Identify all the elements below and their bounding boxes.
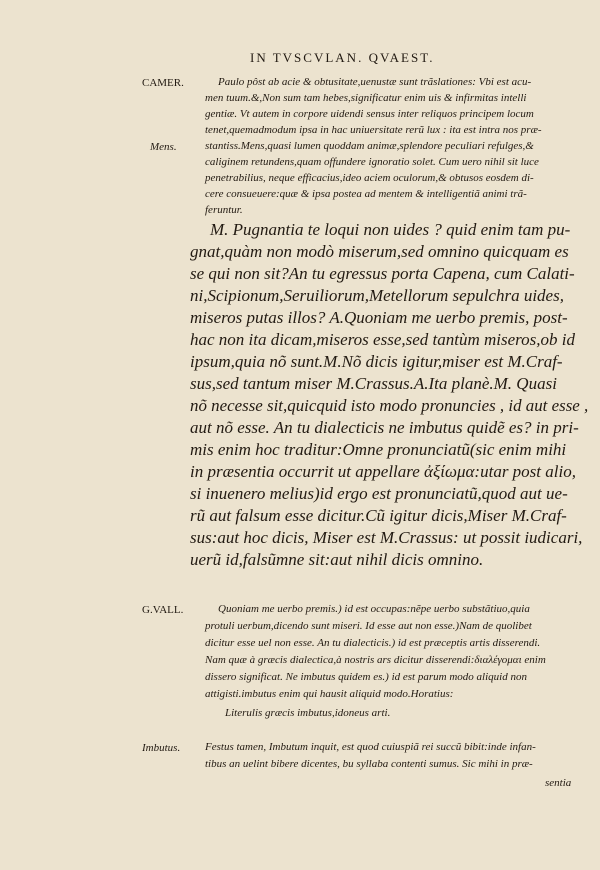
commentary-line: tenet,quemadmodum ipsa in hac uniuersitate rerũ lux : ita est intra nos præ-: [205, 124, 542, 136]
commentary-line: protuli uerbum,dicendo sunt miseri. Id esse aut non esse.)Nam de quolibet: [205, 620, 532, 632]
verse-quotation: Literulis græcis imbutus,idoneus arti.: [225, 707, 391, 719]
main-text-line: se qui non sit?An tu egressus porta Capena, cum Calati-: [190, 264, 575, 283]
commentary-line: penetrabilius, neque efficacius,ideo aciem oculorum,& obtusos eosdem di-: [205, 172, 534, 184]
margin-label-mens: Mens.: [150, 141, 177, 153]
commentary-line: stantiss.Mens,quasi lumen quoddam animæ,splendore peculiari refulges,&: [205, 140, 534, 152]
commentary-line: cere consueuere:quæ & ipsa postea ad mentem & intelligentiã animi trã-: [205, 188, 527, 200]
commentary-line: Quoniam me uerbo premis.) id est occupas:nẽpe uerbo substãtiuo,quia: [218, 603, 530, 615]
commentary-line: Festus tamen, Imbutum inquit, est quod cuiuspiã rei succũ bibit:inde infan-: [205, 741, 536, 753]
main-text-line: uerũ id,falsũmne sit:aut nihil dicis omnino.: [190, 550, 484, 569]
margin-label-camer: CAMER.: [142, 77, 184, 89]
main-text-line: sus:aut hoc dicis, Miser est M.Crassus: ut possit iudicari,: [190, 528, 583, 547]
main-text-line: miseros putas illos? A.Quoniam me uerbo premis, post-: [190, 308, 568, 327]
main-text-line: ipsum,quia nõ sunt.M.Nõ dicis igitur,miser est M.Craf-: [190, 352, 563, 371]
margin-label-imbutus: Imbutus.: [142, 742, 181, 754]
main-text-line: nõ necesse sit,quicquid isto modo pronuncies , id aut esse ,: [190, 396, 589, 415]
running-header: IN TVSCVLAN. QVAEST.: [250, 50, 435, 65]
commentary-line: dicitur esse uel non esse. An tu dialecticis.) id est præceptis artis disserendi.: [205, 637, 541, 649]
main-text-line: sus,sed tantum miser M.Crassus.A.Ita planè.M. Quasi: [190, 374, 557, 393]
commentary-line: men tuum.&,Non sum tam hebes,significatur enim uis & infirmitas intelli: [205, 92, 527, 104]
commentary-line: Paulo pôst ab acie & obtusitate,uenustæ sunt trãslationes: Vbi est acu-: [218, 76, 532, 88]
commentary-line: caliginem retundens,quam offundere ignoratio solet. Cum uero nihil sit luce: [205, 156, 539, 168]
main-text-line: ni,Scipionum,Seruiliorum,Metellorum sepulchra uides,: [190, 286, 564, 305]
commentary-line: gentiæ. Vt autem in corpore uidendi sensus inter reliquos principem locum: [205, 108, 534, 120]
commentary-line: Nam quæ à græcis dialectica,à nostris ars dicitur disserendi:διαλέγομαι enim: [205, 654, 546, 666]
commentary-line: feruntur.: [205, 204, 243, 216]
main-text-line: aut nõ esse. An tu dialecticis ne imbutus quidẽ es? in pri-: [190, 418, 579, 437]
main-text-line: si inuenero melius)id ergo est pronunciatũ,quod aut ue-: [190, 484, 568, 503]
main-text-line: M. Pugnantia te loqui non uides ? quid enim tam pu-: [210, 220, 571, 239]
catchword: sentia: [545, 777, 572, 789]
main-text-line: gnat,quàm non modò miserum,sed omnino quicquam es: [190, 242, 569, 261]
main-text-line: hac non ita dicam,miseros esse,sed tantùm miseros,ob id: [190, 330, 575, 349]
main-text-line: in præsentia occurrit ut appellare ἀξίωμα:utar post alio,: [190, 462, 576, 481]
commentary-line: dissero significat. Ne imbutus quidem es.) id est parum modo aliquid non: [205, 671, 527, 683]
commentary-line: tibus an uelint bibere dicentes, bu syllaba contenti sumus. Sic mihi in præ-: [205, 758, 533, 770]
main-text-line: mis enim hoc traditur:Omne pronunciatũ(sic enim mihi: [190, 440, 567, 459]
main-text-line: rũ aut falsum esse dicitur.Cũ igitur dicis,Miser M.Craf-: [190, 506, 567, 525]
commentary-line: attigisti.imbutus enim qui hausit aliquid modo.Horatius:: [205, 688, 454, 700]
margin-label-gvall: G.VALL.: [142, 604, 184, 616]
